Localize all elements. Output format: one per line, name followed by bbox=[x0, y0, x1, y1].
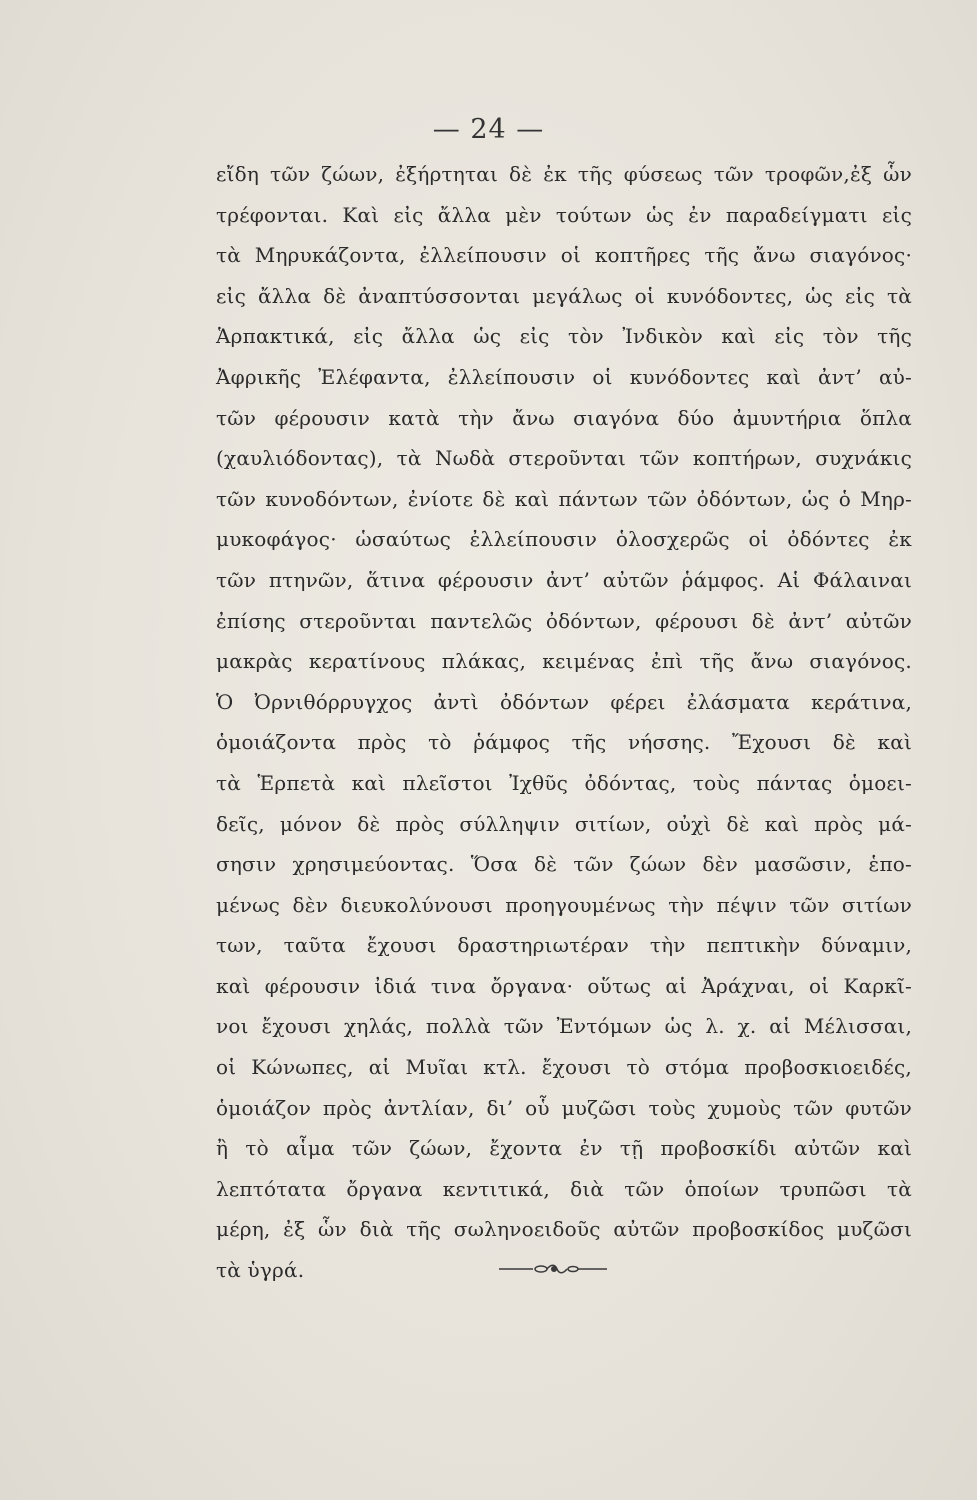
text-line: των, ταῦτα ἔχουσι δραστηριωτέραν τὴν πεπτικὴν δύναμιν, bbox=[216, 933, 912, 958]
text-line: τῶν φέρουσιν κατὰ τὴν ἄνω σιαγόνα δύο ἀμυντήρια ὅπλα bbox=[216, 405, 912, 430]
text-line: ἢ τὸ αἷμα τῶν ζώων, ἔχοντα ἐν τῇ προβοσκίδι αὐτῶν καὶ bbox=[216, 1136, 912, 1161]
text-line: Ἁρπακτικά, εἰς ἄλλα ὡς εἰς τὸν Ἰνδικὸν καὶ εἰς τὸν τῆς bbox=[216, 324, 912, 349]
text-line: (χαυλιόδοντας), τὰ Νωδὰ στεροῦνται τῶν κοπτήρων, συχνάκις bbox=[216, 446, 912, 471]
end-ornament-icon bbox=[497, 1262, 609, 1276]
text-line: τῶν κυνοδόντων, ἐνίοτε δὲ καὶ πάντων τῶν ὀδόντων, ὡς ὁ Μηρ- bbox=[216, 486, 912, 511]
text-line: σησιν χρησιμεύοντας. Ὅσα δὲ τῶν ζώων δὲν μασῶσιν, ἑπο- bbox=[216, 852, 912, 877]
text-line: μέρη, ἐξ ὧν διὰ τῆς σωληνοειδοῦς αὐτῶν προβοσκίδος μυζῶσι bbox=[216, 1217, 912, 1242]
text-line: μυκοφάγος· ὡσαύτως ἐλλείπουσιν ὁλοσχερῶς οἱ ὀδόντες ἐκ bbox=[216, 527, 912, 552]
text-line: λεπτότατα ὄργανα κεντιτικά, διὰ τῶν ὁποίων τρυπῶσι τὰ bbox=[216, 1176, 912, 1201]
body-text bbox=[216, 154, 912, 1291]
text-line: ὁμοιάζοντα πρὸς τὸ ῥάμφος τῆς νήσσης. Ἔχουσι δὲ καὶ bbox=[216, 730, 912, 755]
text-line: ἐπίσης στεροῦνται παντελῶς ὀδόντων, φέρουσι δὲ ἀντ’ αὐτῶν bbox=[216, 608, 912, 633]
text-line: μακρὰς κερατίνους πλάκας, κειμένας ἐπὶ τῆς ἄνω σιαγόνος. bbox=[216, 649, 912, 674]
text-line: οἱ Κώνωπες, αἱ Μυῖαι κτλ. ἔχουσι τὸ στόμα προβοσκιοειδές, bbox=[216, 1055, 912, 1080]
text-line: τὰ Ἑρπετὰ καὶ πλεῖστοι Ἰχθῦς ὀδόντας, τοὺς πάντας ὁμοει- bbox=[216, 770, 912, 795]
page-number-header: — 24 — bbox=[432, 114, 545, 145]
text-line: τῶν πτηνῶν, ἅτινα φέρουσιν ἀντ’ αὐτῶν ῥάμφος. Αἱ Φάλαιναι bbox=[216, 567, 912, 592]
text-line: εἴδη τῶν ζώων, ἐξήρτηται δὲ ἐκ τῆς φύσεως τῶν τροφῶν,ἐξ ὧν bbox=[216, 162, 912, 186]
text-line: Ἀφρικῆς Ἐλέφαντα, ἐλλείπουσιν οἱ κυνόδοντες καὶ ἀντ’ αὐ- bbox=[216, 364, 912, 389]
text-line: ὁμοιάζον πρὸς ἀντλίαν, δι’ οὗ μυζῶσι τοὺς χυμοὺς τῶν φυτῶν bbox=[216, 1095, 912, 1120]
text-line: τὰ Μηρυκάζοντα, ἐλλείπουσιν οἱ κοπτῆρες τῆς ἄνω σιαγόνος· bbox=[216, 243, 912, 268]
text-line: καὶ φέρουσιν ἰδιά τινα ὄργανα· οὕτως αἱ Ἀράχναι, οἱ Καρκῖ- bbox=[216, 973, 912, 998]
text-line: νοι ἔχουσι χηλάς, πολλὰ τῶν Ἐντόμων ὡς λ. χ. αἱ Μέλισσαι, bbox=[216, 1014, 912, 1039]
text-line: εἰς ἄλλα δὲ ἀναπτύσσονται μεγάλως οἱ κυνόδοντες, ὡς εἰς τὰ bbox=[216, 283, 912, 308]
text-line: Ὁ Ὀρνιθόρρυγχος ἀντὶ ὀδόντων φέρει ἐλάσματα κεράτινα, bbox=[216, 689, 912, 714]
text-line: τὰ ὑγρά. bbox=[216, 1258, 305, 1283]
text-line: τρέφονται. Καὶ εἰς ἄλλα μὲν τούτων ὡς ἐν παραδείγματι εἰς bbox=[216, 202, 912, 227]
text-line: μένως δὲν διευκολύνουσι προηγουμένως τὴν πέψιν τῶν σιτίων bbox=[216, 892, 912, 917]
text-line: δεῖς, μόνον δὲ πρὸς σύλληψιν σιτίων, οὐχὶ δὲ καὶ πρὸς μά- bbox=[216, 811, 912, 836]
